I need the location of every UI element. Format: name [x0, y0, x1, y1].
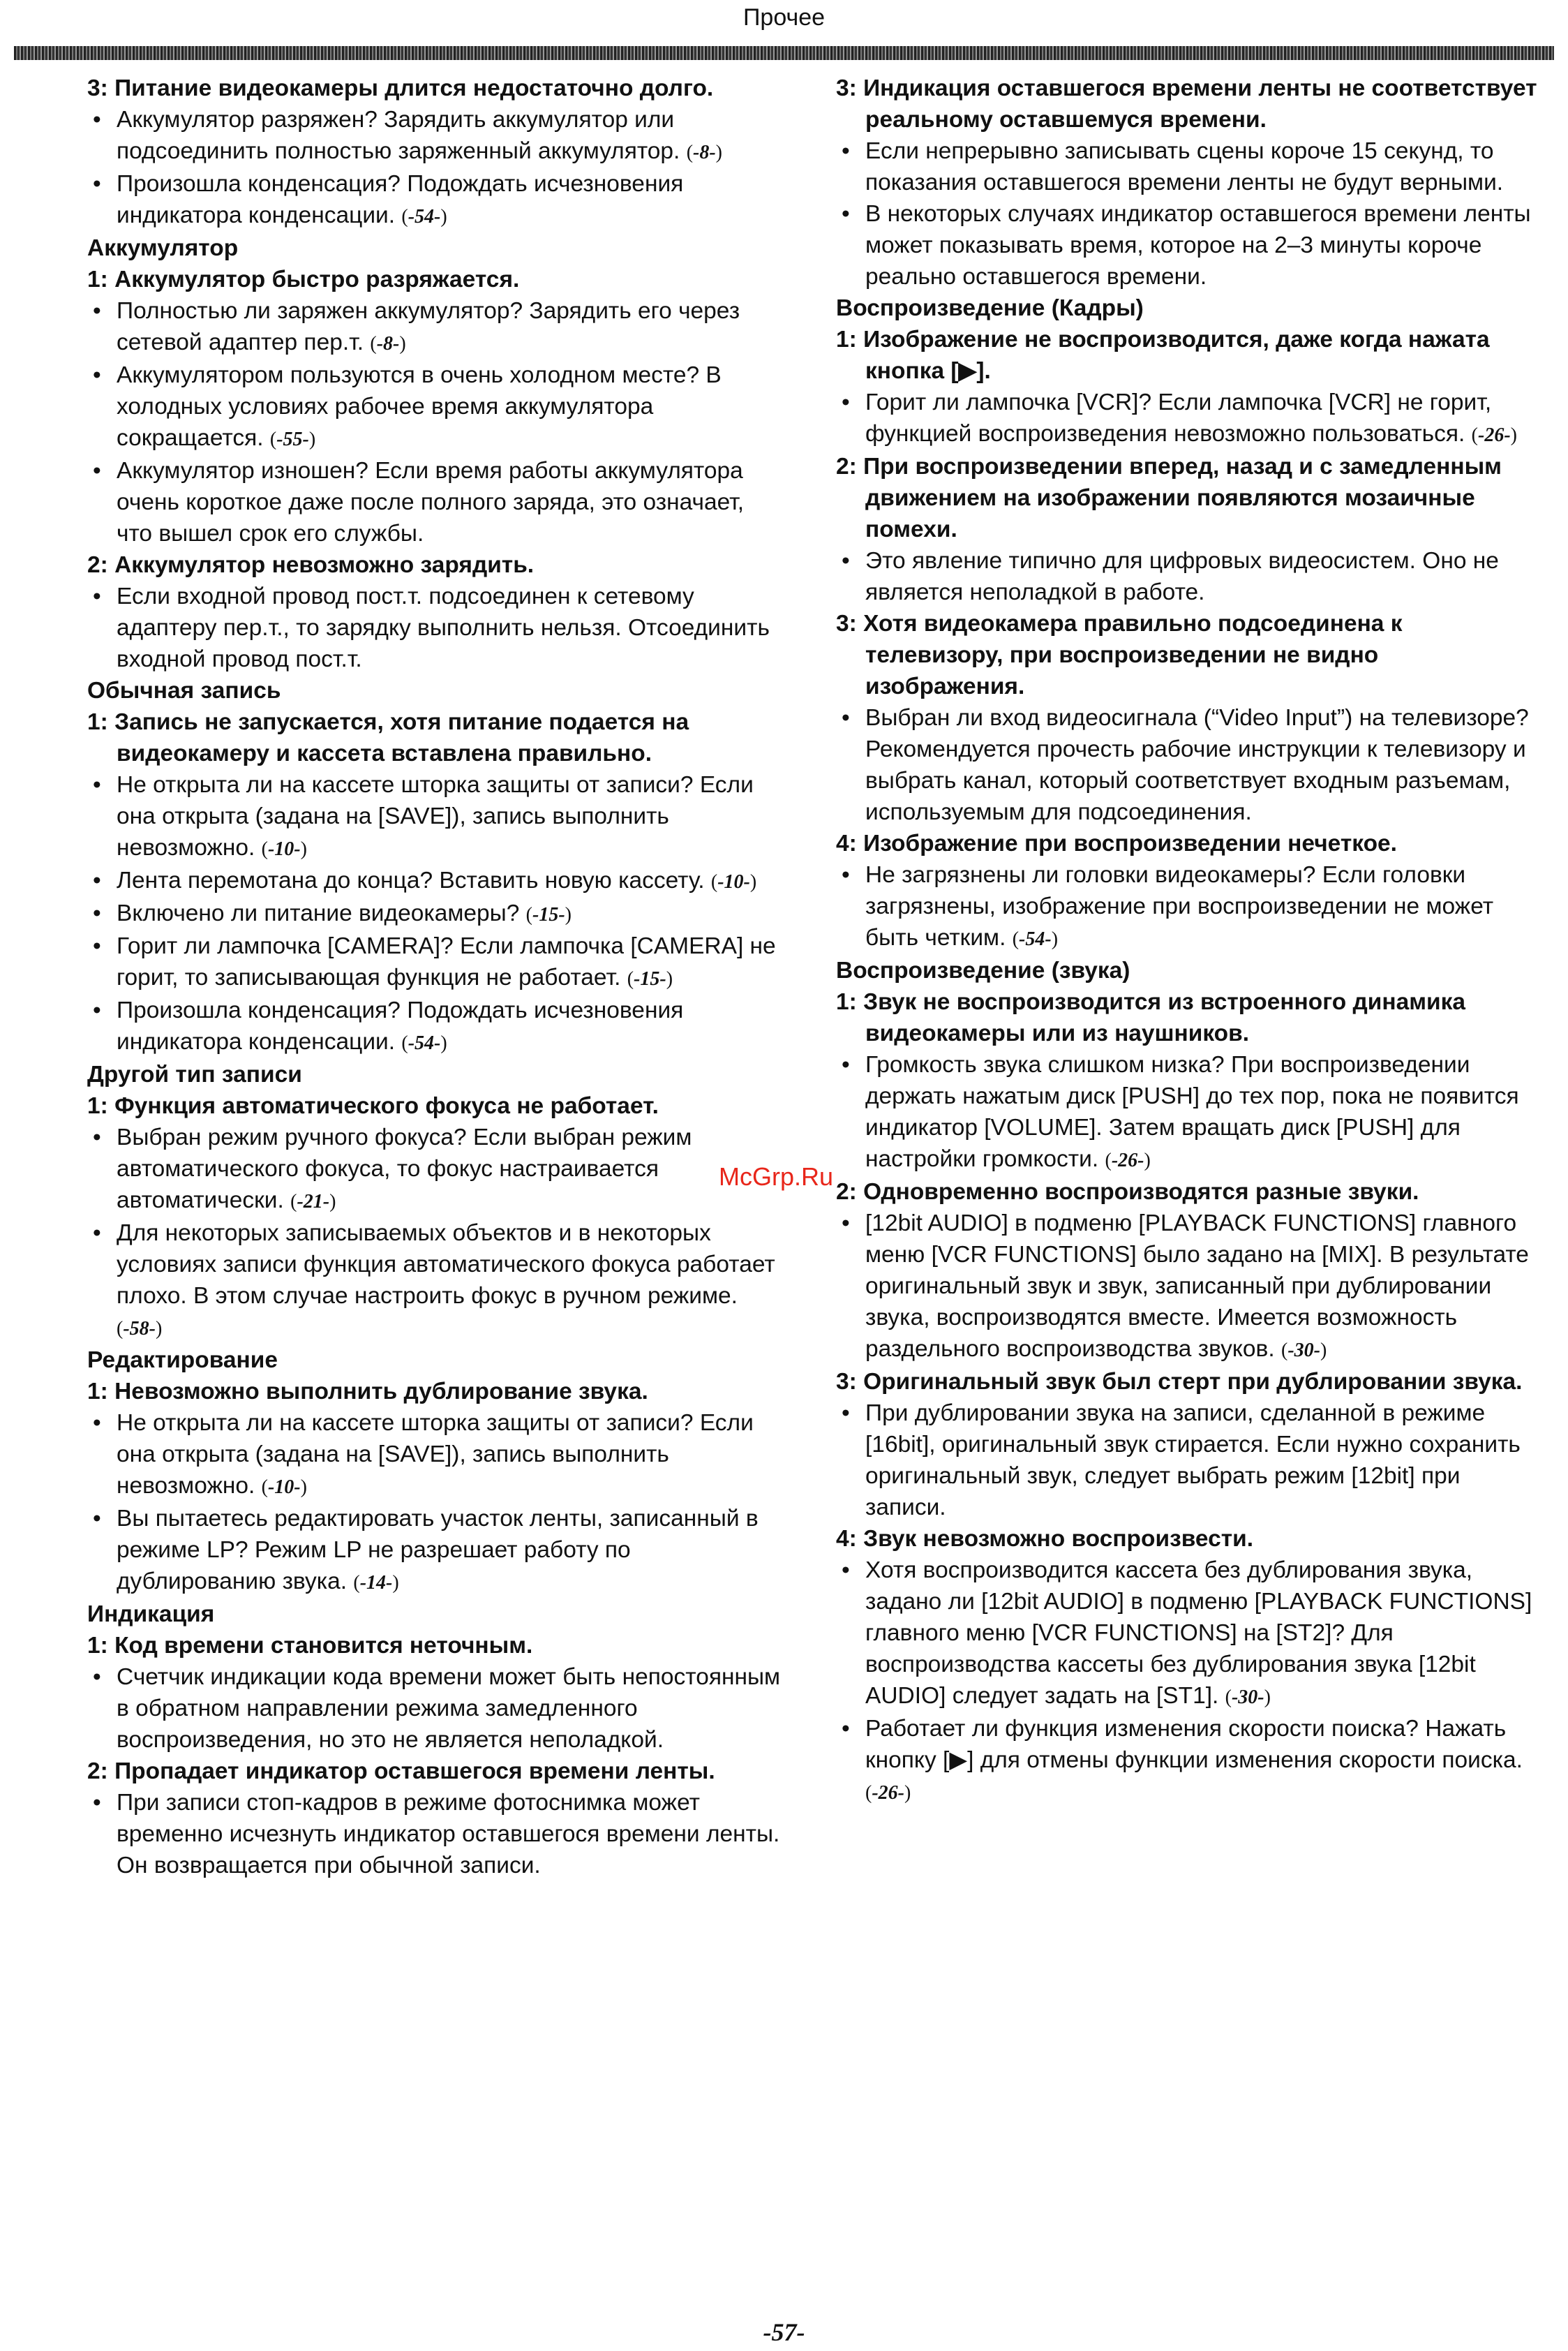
page-reference: (-8-) — [686, 142, 722, 163]
item-text: Работает ли функция изменения скорости поиска? Нажать кнопку [▶] для отмены функции изменения скорости поиска. — [865, 1716, 1523, 1773]
problem-heading — [87, 264, 785, 295]
page-reference: (-30-) — [1225, 1686, 1271, 1708]
problem-heading — [87, 706, 785, 769]
item-text: Индикация — [87, 1601, 215, 1627]
item-text: Лента перемотана до конца? Вставить новую кассету. — [117, 868, 705, 893]
page-number: -57- — [763, 2318, 805, 2346]
bullet-item — [87, 295, 785, 359]
bullet-item — [87, 769, 785, 865]
bullet-item — [87, 1407, 785, 1503]
item-text: 2: При воспроизведении вперед, назад и с замедленным движением на изображении появляются мозаичные помехи. — [836, 454, 1502, 542]
bullet-item — [836, 1049, 1541, 1176]
problem-heading — [87, 549, 785, 581]
problem-heading — [87, 73, 785, 104]
problem-heading — [87, 1756, 785, 1787]
page-reference: (-10-) — [710, 871, 757, 893]
item-text: Произошла конденсация? Подождать исчезновения индикатора конденсации. — [117, 997, 684, 1055]
bullet-item — [87, 455, 785, 549]
item-text: Горит ли лампочка [CAMERA]? Если лампочка [CAMERA] не горит, то записывающая функция не работает. — [117, 933, 776, 991]
item-text: Аккумулятор изношен? Если время работы аккумулятора очень короткое даже после полного заряда, это означает, что вышел срок его службы. — [117, 458, 745, 547]
item-text: Для некоторых записываемых объектов и в некоторых условиях записи функция автоматического фокуса работает плохо. В этом случае настроить фокус в ручном режиме. — [117, 1220, 775, 1309]
item-text: Не открыта ли на кассете шторка защиты от записи? Если она открыта (задана на [SAVE]), запись выполнить невозможно. — [117, 1410, 754, 1499]
bullet-item — [87, 359, 785, 455]
item-text: Не открыта ли на кассете шторка защиты от записи? Если она открыта (задана на [SAVE]), запись выполнить невозможно. — [117, 772, 754, 861]
section-heading — [836, 292, 1541, 324]
bullet-item — [87, 1217, 785, 1344]
problem-heading — [87, 1090, 785, 1122]
page-reference-number: 30 — [1294, 1340, 1314, 1361]
problem-heading — [836, 1366, 1541, 1397]
section-heading — [87, 1599, 785, 1630]
item-text: 1: Изображение не воспроизводится, даже когда нажата кнопка [▶]. — [836, 327, 1490, 384]
page-reference-number: 10 — [274, 1476, 294, 1498]
right-column — [836, 73, 1541, 1809]
item-text: Выбран режим ручного фокуса? Если выбран режим автоматического фокуса, то фокус настраивается автоматически. — [117, 1125, 692, 1213]
page-reference-number: 10 — [274, 838, 294, 860]
page-reference: (-14-) — [353, 1572, 399, 1594]
problem-heading — [836, 73, 1541, 135]
item-text: Громкость звука слишком низка? При воспроизведении держать нажатым диск [PUSH] до тех пор, пока не появится индикатор [VOLUME]. Затем вращать диск [PUSH] для настройки громкости. — [865, 1052, 1519, 1172]
item-text: 4: Изображение при воспроизведении нечеткое. — [836, 831, 1397, 856]
problem-heading — [836, 986, 1541, 1049]
problem-heading — [836, 828, 1541, 859]
header-rule — [14, 46, 1554, 60]
page-header: Прочее — [742, 4, 826, 31]
page-reference-number: 15 — [539, 904, 559, 926]
item-text: 1: Звук не воспроизводится из встроенного динамика видеокамеры или из наушников. — [836, 989, 1466, 1046]
item-text: 2: Аккумулятор невозможно зарядить. — [87, 552, 535, 578]
bullet-item — [87, 930, 785, 995]
page-reference-number: 26 — [1484, 424, 1504, 446]
item-text: 3: Питание видеокамеры длится недостаточно долго. — [87, 75, 714, 101]
bullet-item — [87, 995, 785, 1059]
page-reference-number: 54 — [415, 206, 435, 228]
bullet-item — [87, 104, 785, 168]
page-reference-number: 15 — [640, 968, 660, 990]
bullet-item — [87, 1503, 785, 1599]
bullet-item — [87, 1661, 785, 1756]
page-reference: (-30-) — [1280, 1340, 1327, 1361]
page-reference: (-15-) — [525, 904, 572, 926]
watermark: McGrp.Ru — [719, 1162, 834, 1191]
bullet-item — [836, 1397, 1541, 1523]
item-text: Если непрерывно записывать сцены короче 15 секунд, то показания оставшегося времени ленты не будут верными. — [865, 138, 1504, 195]
problem-heading — [87, 1630, 785, 1661]
item-text: При записи стоп-кадров в режиме фотоснимка может временно исчезнуть индикатор оставшегося времени ленты. Он возвращается при обычной записи. — [117, 1790, 780, 1878]
page-reference: (-10-) — [261, 1476, 307, 1498]
item-text: 1: Аккумулятор быстро разряжается. — [87, 267, 520, 292]
page-reference-number: 55 — [283, 429, 303, 450]
page-reference: (-21-) — [290, 1191, 336, 1212]
page-reference: (-10-) — [261, 838, 307, 860]
item-text: Счетчик индикации кода времени может быть непостоянным в обратном направлении режима замедленного воспроизведения, но это не является неполадкой. — [117, 1664, 781, 1753]
item-text: Редактирование — [87, 1347, 278, 1373]
page-reference: (-55-) — [269, 429, 316, 450]
item-text: Если входной провод пост.т. подсоединен к сетевому адаптеру пер.т., то зарядку выполнить нельзя. Отсоединить входной провод пост.т. — [117, 584, 770, 672]
page-reference-number: 8 — [699, 142, 710, 163]
item-text: Аккумулятор разряжен? Зарядить аккумулятор или подсоединить полностью заряженный аккумулятор. — [117, 107, 680, 164]
item-text: Аккумулятором пользуются в очень холодном месте? В холодных условиях рабочее время аккумулятора сокращается. — [117, 362, 722, 451]
item-text: Полностью ли заряжен аккумулятор? Зарядить его через сетевой адаптер пер.т. — [117, 298, 740, 355]
page-reference-number: 8 — [383, 333, 394, 355]
section-heading — [87, 1344, 785, 1376]
bullet-item — [836, 859, 1541, 955]
section-heading — [836, 955, 1541, 986]
problem-heading — [836, 608, 1541, 702]
item-text: Воспроизведение (Кадры) — [836, 295, 1144, 321]
item-text: 1: Запись не запускается, хотя питание подается на видеокамеру и кассета вставлена правильно. — [87, 709, 689, 766]
problem-heading — [836, 451, 1541, 545]
bullet-item — [836, 702, 1541, 828]
item-text: Выбран ли вход видеосигнала (“Video Input”) на телевизоре? Рекомендуется прочесть рабочие инструкции к телевизору и выбрать канал, который соответствует входным разъемам, используемым для подсоединения. — [865, 705, 1529, 825]
page-reference-number: 54 — [415, 1032, 435, 1054]
item-text: Хотя воспроизводится кассета без дублирования звука, задано ли [12bit AUDIO] в подменю [PLAYBACK FUNCTIONS] главного меню [VCR FUNCTIONS] на [ST2]? Для воспроизводства кассеты без дублирования звука [12bit AUDIO] следует задать на [ST1]. — [865, 1557, 1532, 1709]
page-reference-number: 21 — [303, 1191, 323, 1212]
section-heading — [87, 232, 785, 264]
left-column — [87, 73, 785, 1881]
section-heading — [87, 1059, 785, 1090]
bullet-item — [836, 545, 1541, 608]
bullet-item — [836, 387, 1541, 451]
page-reference: (-26-) — [1105, 1150, 1151, 1171]
problem-heading — [836, 1523, 1541, 1555]
item-text: Обычная запись — [87, 678, 281, 704]
bullet-item — [87, 581, 785, 675]
problem-heading — [836, 1176, 1541, 1208]
page-reference: (-26-) — [865, 1782, 911, 1804]
item-text: 1: Невозможно выполнить дублирование звука. — [87, 1379, 648, 1404]
item-text: 3: Индикация оставшегося времени ленты не соответствует реальному оставшемуся времени. — [836, 75, 1537, 133]
bullet-item — [836, 1208, 1541, 1366]
page-reference: (-8-) — [370, 333, 406, 355]
item-text: 2: Одновременно воспроизводятся разные звуки. — [836, 1179, 1419, 1205]
section-heading — [87, 675, 785, 706]
item-text: Это явление типично для цифровых видеосистем. Оно не является неполадкой в работе. — [865, 548, 1499, 605]
page-reference-number: 26 — [878, 1782, 898, 1804]
bullet-item — [87, 168, 785, 232]
item-text: Включено ли питание видеокамеры? — [117, 900, 520, 926]
page-reference-number: 10 — [724, 871, 744, 893]
item-text: Аккумулятор — [87, 235, 239, 261]
item-text: В некоторых случаях индикатор оставшегося времени ленты может показывать время, которое на 2–3 минуты короче реально оставшегося времени. — [865, 201, 1531, 290]
bullet-item — [836, 1713, 1541, 1809]
problem-heading — [836, 324, 1541, 387]
item-text: При дублировании звука на записи, сделанной в режиме [16bit], оригинальный звук стирается. Если нужно сохранить оригинальный звук, следует выбрать режим [12bit] при записи. — [865, 1400, 1521, 1520]
page-reference: (-54-) — [401, 1032, 447, 1054]
page-reference-number: 26 — [1118, 1150, 1138, 1171]
item-text: 3: Хотя видеокамера правильно подсоединена к телевизору, при воспроизведении не видно изображения. — [836, 611, 1403, 699]
bullet-item — [836, 198, 1541, 292]
item-text: Горит ли лампочка [VCR]? Если лампочка [VCR] не горит, функцией воспроизведения невозможно пользоваться. — [865, 390, 1492, 447]
item-text: 2: Пропадает индикатор оставшегося времени ленты. — [87, 1758, 715, 1784]
page-reference: (-15-) — [627, 968, 673, 990]
item-text: 3: Оригинальный звук был стерт при дублировании звука. — [836, 1369, 1523, 1395]
item-text: Произошла конденсация? Подождать исчезновения индикатора конденсации. — [117, 171, 684, 228]
problem-heading — [87, 1376, 785, 1407]
page-reference: (-26-) — [1471, 424, 1517, 446]
item-text: 4: Звук невозможно воспроизвести. — [836, 1526, 1254, 1552]
page-reference: (-58-) — [117, 1318, 163, 1340]
item-text: Другой тип записи — [87, 1062, 302, 1088]
page-reference-number: 30 — [1238, 1686, 1258, 1708]
item-text: 1: Код времени становится неточным. — [87, 1633, 533, 1659]
item-text: [12bit AUDIO] в подменю [PLAYBACK FUNCTIONS] главного меню [VCR FUNCTIONS] было задано на [MIX]. В результате оригинальный звук и звук, записанный при дублировании звука, воспроизводятся вместе. Имеется возможность раздельного воспроизводства звуков. — [865, 1210, 1529, 1362]
page-reference: (-54-) — [1012, 928, 1059, 950]
page-reference-number: 58 — [129, 1318, 149, 1340]
item-text: 1: Функция автоматического фокуса не работает. — [87, 1093, 659, 1119]
bullet-item — [87, 1122, 785, 1217]
bullet-item — [87, 898, 785, 930]
page-reference-number: 54 — [1025, 928, 1045, 950]
bullet-item — [836, 135, 1541, 198]
item-text: Воспроизведение (звука) — [836, 958, 1130, 984]
bullet-item — [87, 865, 785, 898]
item-text: Не загрязнены ли головки видеокамеры? Если головки загрязнены, изображение при воспроизведении не может быть четким. — [865, 862, 1494, 951]
item-text: Вы пытаетесь редактировать участок ленты, записанный в режиме LP? Режим LP не разрешает работу по дублированию звука. — [117, 1506, 759, 1594]
bullet-item — [836, 1555, 1541, 1713]
page-reference: (-54-) — [401, 206, 447, 228]
bullet-item — [87, 1787, 785, 1881]
page-reference-number: 14 — [366, 1572, 387, 1594]
